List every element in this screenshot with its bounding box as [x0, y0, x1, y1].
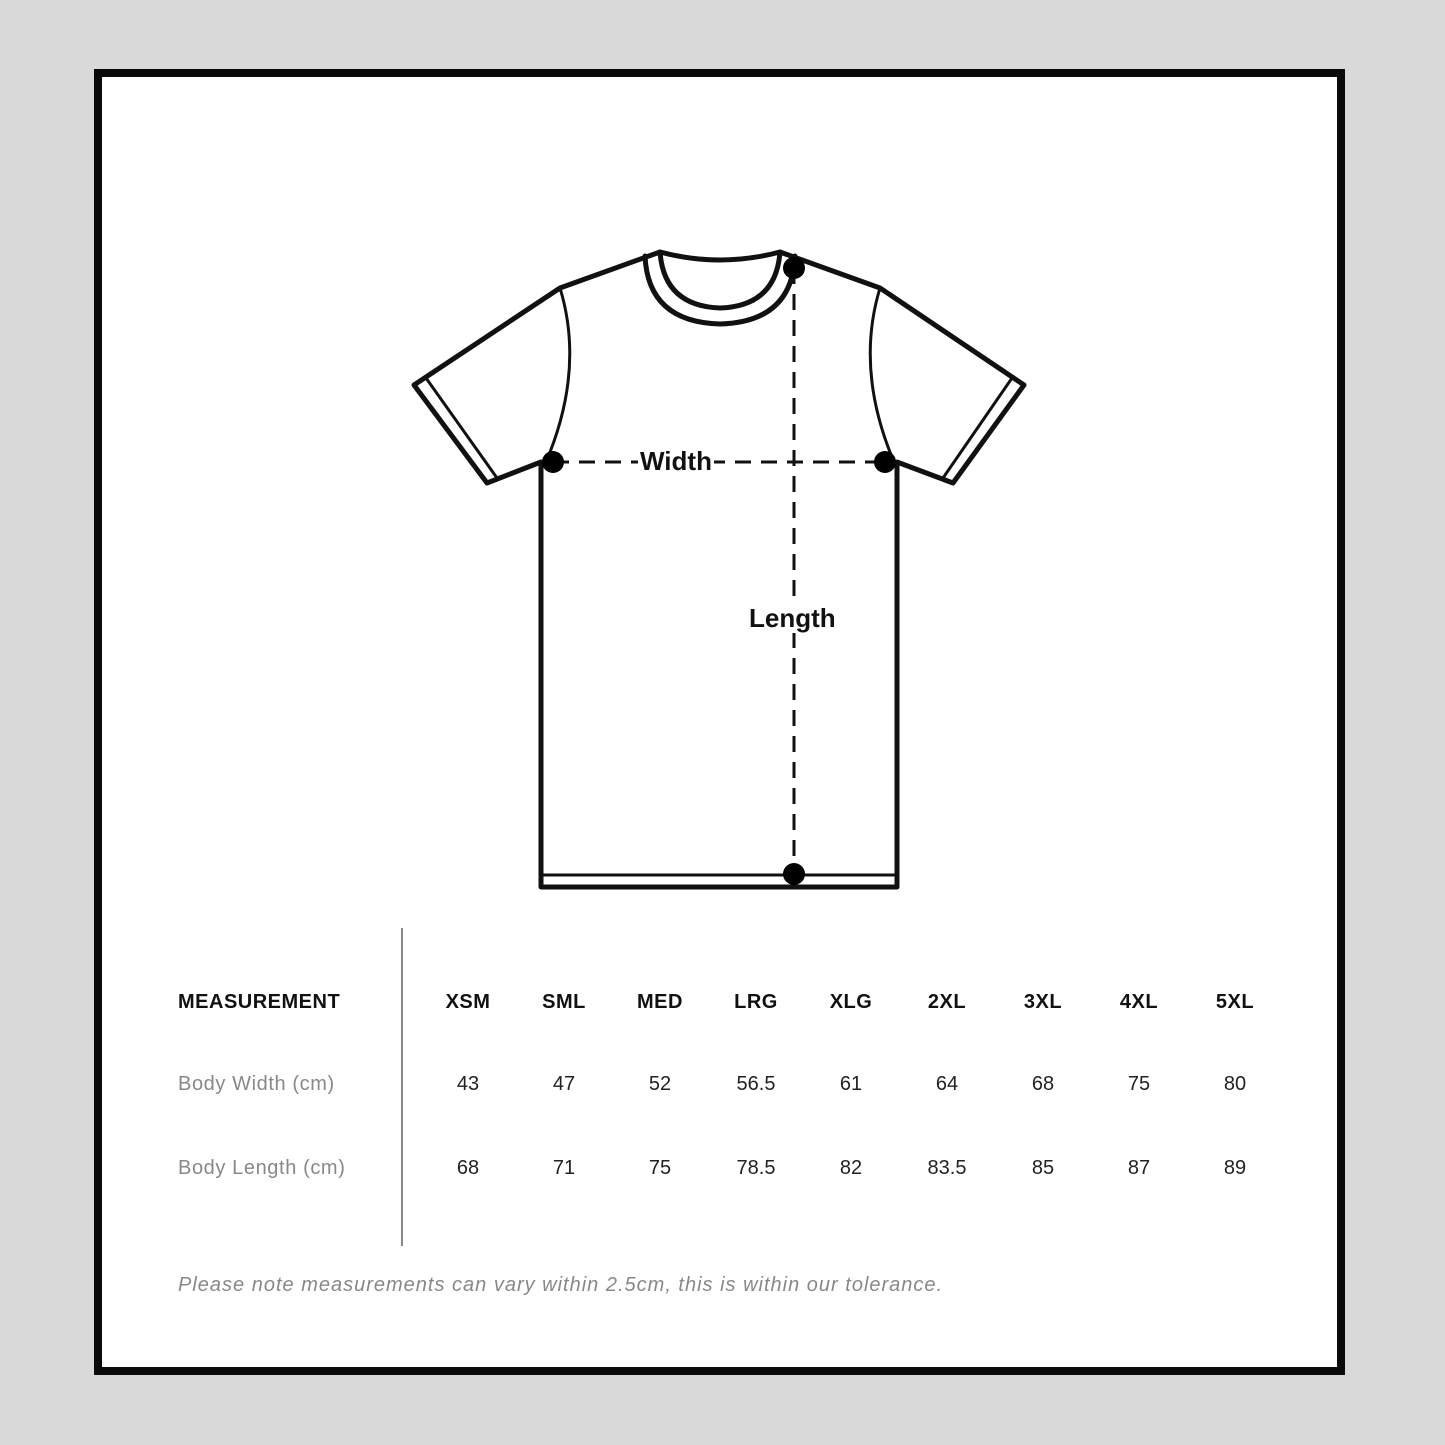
tolerance-note: Please note measurements can vary within 2.5cm, this is within our tolerance.	[178, 1274, 944, 1296]
table-cell: 89	[1223, 1157, 1247, 1179]
size-header-3xl: 3XL	[1023, 991, 1063, 1013]
table-cell: 83.5	[927, 1157, 967, 1179]
table-cell: 82	[839, 1157, 863, 1179]
table-cell: 71	[552, 1157, 576, 1179]
measurement-header: MEASUREMENT	[178, 991, 341, 1013]
size-header-xsm: XSM	[445, 991, 491, 1013]
table-cell: 75	[648, 1157, 672, 1179]
table-cell: 61	[839, 1073, 863, 1095]
size-header-med: MED	[637, 991, 683, 1013]
table-cell: 47	[552, 1073, 576, 1095]
table-cell: 56.5	[736, 1073, 776, 1095]
width-right-point	[874, 451, 896, 473]
size-header-sml: SML	[542, 991, 586, 1013]
size-header-4xl: 4XL	[1119, 991, 1159, 1013]
table-cell: 68	[1031, 1073, 1055, 1095]
size-header-2xl: 2XL	[927, 991, 967, 1013]
length-bottom-point	[783, 863, 805, 885]
length-top-point	[783, 257, 805, 279]
table-divider	[401, 928, 403, 1246]
table-cell: 52	[648, 1073, 672, 1095]
length-label: Length	[749, 603, 836, 633]
table-cell: 87	[1127, 1157, 1151, 1179]
table-cell: 43	[456, 1073, 480, 1095]
width-left-point	[542, 451, 564, 473]
table-cell: 68	[456, 1157, 480, 1179]
table-cell: 78.5	[736, 1157, 776, 1179]
table-cell: 85	[1031, 1157, 1055, 1179]
table-cell: 75	[1127, 1073, 1151, 1095]
width-label: Width	[640, 446, 712, 476]
row-label-body-length: Body Length (cm)	[178, 1157, 346, 1179]
table-cell: 64	[935, 1073, 959, 1095]
size-header-5xl: 5XL	[1215, 991, 1255, 1013]
row-label-body-width: Body Width (cm)	[178, 1073, 335, 1095]
size-header-lrg: LRG	[734, 991, 778, 1013]
table-cell: 80	[1223, 1073, 1247, 1095]
size-header-xlg: XLG	[829, 991, 873, 1013]
